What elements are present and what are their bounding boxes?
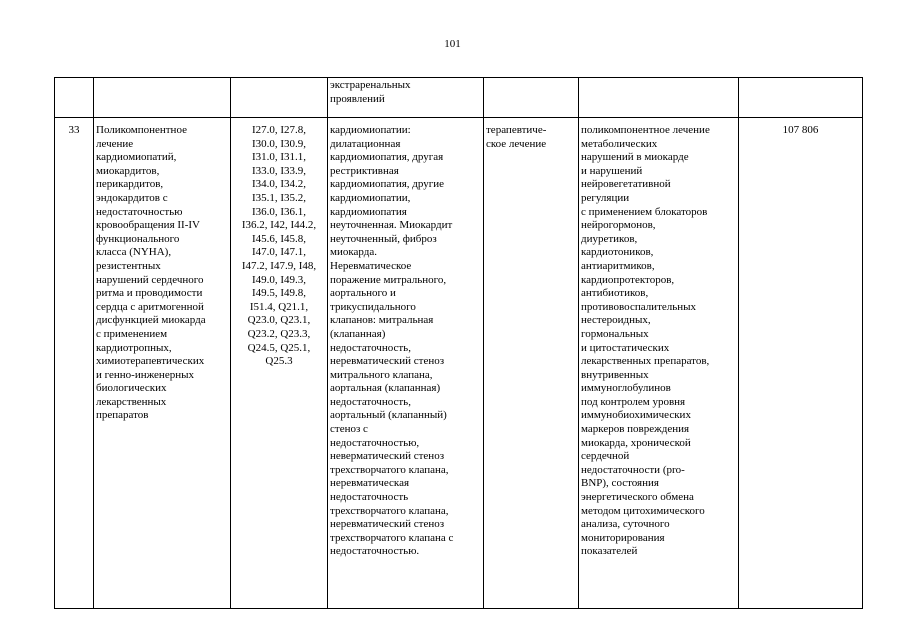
cell-codes	[231, 78, 328, 118]
page-number: 101	[444, 38, 461, 50]
icd-codes: I27.0, I27.8, I30.0, I30.9, I31.0, I31.1, I33.0, I33.9, I34.0, I34.2, I35.1, I35.2, I36.0, I36.1, I36.2, I42, I44.2, I45.6, I45.8, I47.0, I47.1, I47.2, I47.9, I48, I49.0, I49.3, I49.5, I49.8, I51.4, Q21.1, Q23.0, Q23.1, Q23.2, Q23.3, Q24.5, Q25.1, Q25.3	[231, 118, 328, 609]
medical-services-table	[54, 77, 863, 609]
table-row-continuation	[55, 78, 863, 118]
service-name: Поликомпонентное лечение кардиомиопатий, миокардитов, перикардитов, эндокардитов с недостаточностью кровообращения II-IV функционального класса (NYHA), резистентных нарушений сердечного ритма и проводимости сердца с аритмогенной дисфункцией миокарда с применением кардиотропных, химиотерапевтических и генно-инженерных биологических лекарственных препаратов	[94, 118, 231, 609]
cell-treatment-type	[484, 78, 579, 118]
treatment-method: поликомпонентное лечение метаболических нарушений в миокарде и нарушений нейровегетативной регуляции с применением блокаторов нейрогормонов, диуретиков, кардиотоников, антиаритмиков, кардиопротекторов, антибиотиков, противовоспалительных нестероидных, гормональных и цитостатических лекарственных препаратов, внутривенных иммуноглобулинов под контролем уровня иммунобиохимических маркеров повреждения миокарда, хронической сердечной недостаточности (pro- BNP), состояния энергетического обмена методом цитохимического анализа, суточного мониторирования показателей	[579, 118, 739, 609]
row-number: 33	[55, 118, 94, 609]
cell-cost	[739, 78, 863, 118]
cell-model: экстраренальных проявлений	[328, 78, 484, 118]
cost-value: 107 806	[739, 118, 863, 609]
table-row-33	[55, 118, 863, 609]
cell-number	[55, 78, 94, 118]
treatment-type: терапевтиче- ское лечение	[484, 118, 579, 609]
cell-method	[579, 78, 739, 118]
cell-name	[94, 78, 231, 118]
patient-model: кардиомиопатии: дилатационная кардиомиопатия, другая рестриктивная кардиомиопатия, другие кардиомиопатии, кардиомиопатия неуточненная. Миокардит неуточненный, фиброз миокарда. Неревматическое поражение митрального, аортального и трикуспидального клапанов: митральная (клапанная) недостаточность, неревматический стеноз митрального клапана, аортальная (клапанная) недостаточность, аортальный (клапанный) стеноз с недостаточностью, неверматический стеноз трехстворчатого клапана, неревматическая недостаточность трехстворчатого клапана, неревматический стеноз трехстворчатого клапана с недостаточностью.	[328, 118, 484, 609]
